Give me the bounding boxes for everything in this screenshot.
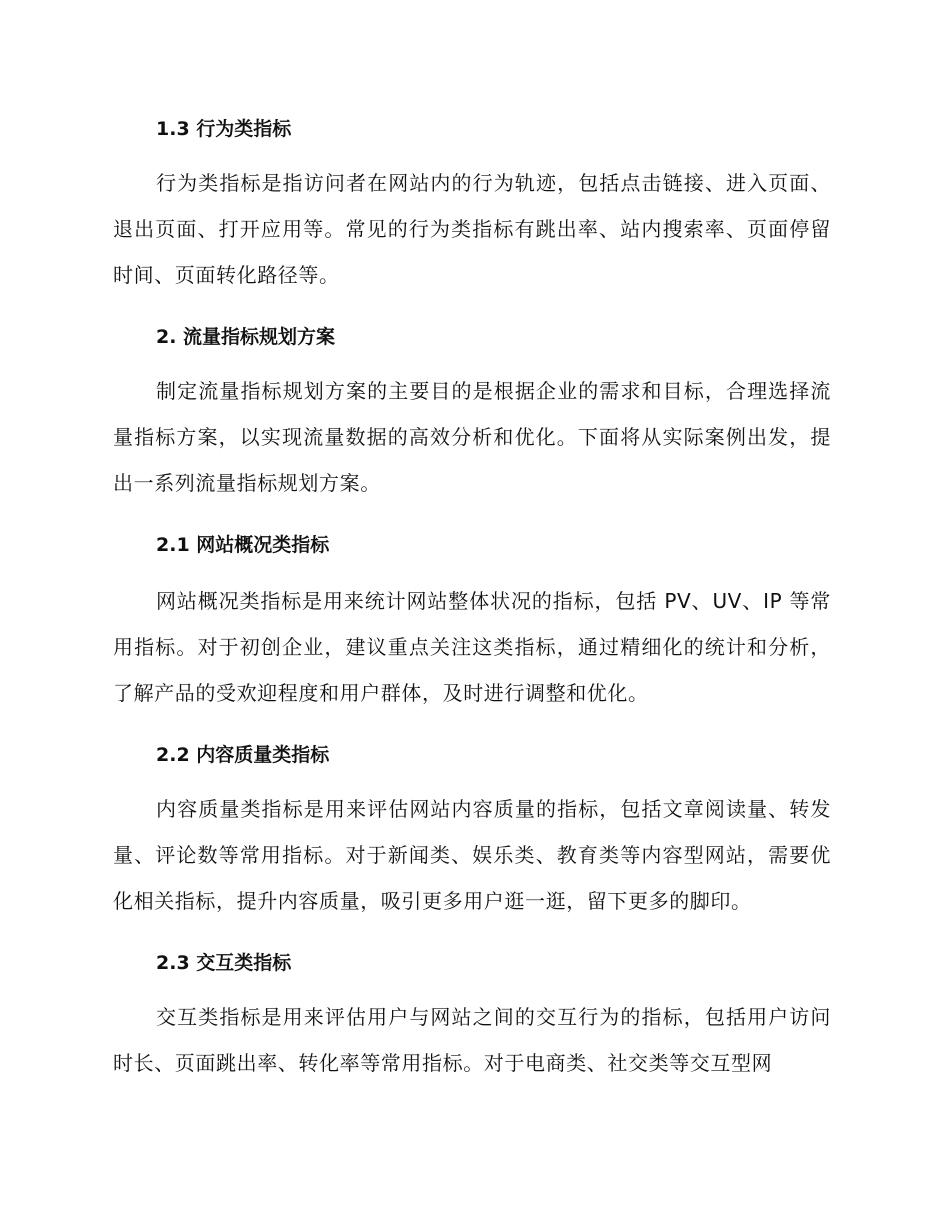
section-heading: 2.1 网站概况类指标 [156,534,330,556]
document-body [113,112,831,1086]
section-heading: 1.3 行为类指标 [156,118,292,140]
section-heading: 2.2 内容质量类指标 [156,744,330,766]
section-paragraph: 行为类指标是指访问者在网站内的行为轨迹，包括点击链接、进入页面、退出页面、打开应用等。常见的行为类指标有跳出率、站内搜索率、页面停留时间、页面转化路径等。 [113,171,831,287]
section-heading: 2.3 交互类指标 [156,952,292,974]
section-heading: 2. 流量指标规划方案 [156,326,336,348]
section-paragraph: 交互类指标是用来评估用户与网站之间的交互行为的指标，包括用户访问时长、页面跳出率、转化率等常用指标。对于电商类、社交类等交互型网 [113,1005,831,1075]
section-paragraph: 制定流量指标规划方案的主要目的是根据企业的需求和目标，合理选择流量指标方案，以实现流量数据的高效分析和优化。下面将从实际案例出发，提出一系列流量指标规划方案。 [113,379,831,495]
section-paragraph: 内容质量类指标是用来评估网站内容质量的指标，包括文章阅读量、转发量、评论数等常用指标。对于新闻类、娱乐类、教育类等内容型网站，需要优化相关指标，提升内容质量，吸引更多用户逛一逛，留下更多的脚印。 [113,797,831,913]
section-paragraph: 网站概况类指标是用来统计网站整体状况的指标，包括 PV、UV、IP 等常用指标。对于初创企业，建议重点关注这类指标，通过精细化的统计和分析，了解产品的受欢迎程度和用户群体，及时进行调整和优化。 [113,589,831,705]
